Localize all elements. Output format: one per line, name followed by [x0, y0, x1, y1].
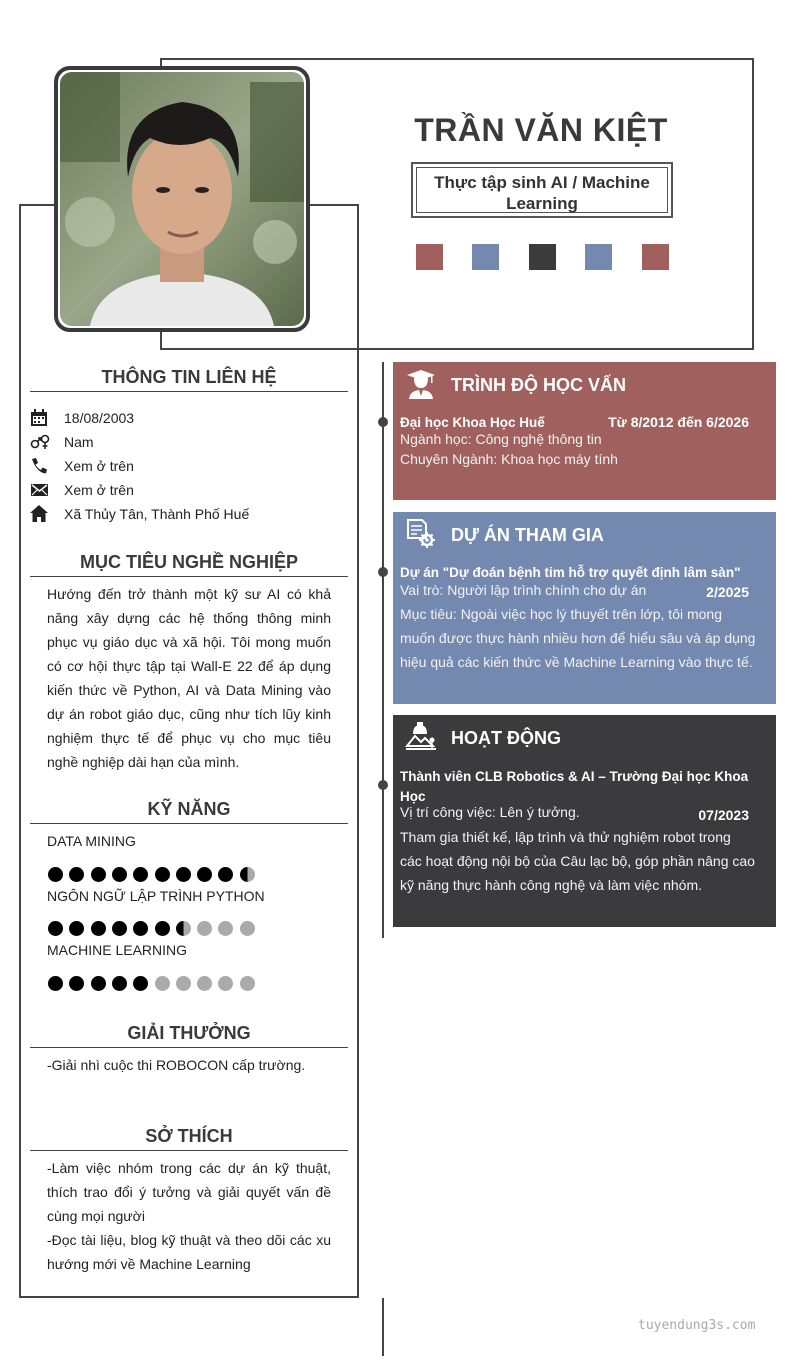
color-swatch	[529, 244, 556, 270]
skill-dot	[197, 867, 212, 882]
timeline-dot	[378, 567, 388, 577]
contact-address	[30, 504, 350, 526]
education-major: Ngành học: Công nghệ thông tin	[400, 431, 602, 447]
contact-text: Xem ở trên	[64, 458, 134, 474]
email-icon	[30, 481, 50, 499]
timeline-dot	[378, 780, 388, 790]
skill-dot	[240, 921, 255, 936]
contact-rule	[30, 391, 348, 392]
skill-name: NGÔN NGỮ LẬP TRÌNH PYTHON	[47, 888, 265, 904]
skill-dot	[197, 921, 212, 936]
project-icon	[405, 518, 437, 550]
contact-birthdate	[30, 408, 350, 430]
project-goal: Mục tiêu: Ngoài việc học lý thuyết trên lớp, tôi mong muốn được thực hành nhiều hơn để hiểu sâu và áp dụng hiệu quả các kiến thức về Machine Learning vào thực tế.	[400, 606, 756, 670]
contact-heading: THÔNG TIN LIÊN HỆ	[101, 367, 277, 387]
activities-card	[393, 715, 776, 927]
skill-dot	[112, 867, 127, 882]
color-swatch	[585, 244, 612, 270]
contact-email	[30, 480, 350, 502]
education-heading: TRÌNH ĐỘ HỌC VẤN	[451, 375, 626, 395]
activity-icon	[405, 720, 437, 752]
graduate-icon	[405, 368, 437, 400]
skill-dot	[155, 921, 170, 936]
objective-rule	[30, 576, 348, 577]
portrait-image	[60, 72, 304, 326]
awards-heading: GIẢI THƯỞNG	[127, 1023, 251, 1043]
awards-text: -Giải nhì cuộc thi ROBOCON cấp trường.	[47, 1057, 306, 1073]
contact-text: 18/08/2003	[64, 410, 135, 426]
color-swatch	[642, 244, 669, 270]
activity-name: Thành viên CLB Robotics & AI – Trường Đại học Khoa Học	[400, 769, 749, 804]
activity-date: 07/2023	[698, 807, 749, 823]
gender-icon	[30, 433, 50, 451]
activity-position: Vị trí công việc: Lên ý tưởng.	[400, 804, 580, 820]
skill-dot	[48, 976, 63, 991]
candidate-name: TRẦN VĂN KIỆT	[414, 112, 668, 148]
school-name: Đại học Khoa Học Huế	[400, 415, 545, 430]
profile-photo	[54, 66, 310, 332]
skill-dot	[176, 976, 191, 991]
hobby-item: -Làm việc nhóm trong các dự án kỹ thuật, thích trao đổi ý tưởng và giải quyết vấn đề cùng mọi người	[47, 1160, 331, 1224]
skills-heading: KỸ NĂNG	[147, 799, 231, 819]
skill-dot	[91, 867, 106, 882]
skill-dot	[197, 976, 212, 991]
education-card	[393, 362, 776, 500]
skill-dot	[48, 921, 63, 936]
timeline-line	[382, 362, 384, 938]
color-swatch	[472, 244, 499, 270]
skill-dot	[155, 867, 170, 882]
hobbies-heading: SỞ THÍCH	[145, 1126, 233, 1146]
project-name: Dự án "Dự đoán bệnh tim hỗ trợ quyết định lâm sàn"	[400, 565, 741, 580]
projects-card	[393, 512, 776, 704]
awards-rule	[30, 1047, 348, 1048]
education-period: Từ 8/2012 đến 6/2026	[608, 414, 749, 430]
skill-dot	[91, 976, 106, 991]
hobbies-rule	[30, 1150, 348, 1151]
skill-dot	[240, 976, 255, 991]
timeline-dot	[378, 417, 388, 427]
calendar-icon	[30, 409, 50, 427]
skill-dot	[112, 921, 127, 936]
job-title-box	[411, 162, 673, 218]
skills-rule	[30, 823, 348, 824]
objective-heading: MỤC TIÊU NGHỀ NGHIỆP	[79, 552, 298, 572]
watermark: tuyendung3s.com	[638, 1318, 756, 1333]
job-title: Thực tập sinh AI / Machine Learning	[434, 173, 650, 213]
hobby-item: -Đọc tài liệu, blog kỹ thuật và theo dõi các xu hướng mới về Machine Learning	[47, 1232, 331, 1272]
phone-icon	[30, 457, 50, 475]
skill-dot	[112, 976, 127, 991]
skill-dot	[48, 867, 63, 882]
color-swatch	[416, 244, 443, 270]
activity-description: Tham gia thiết kế, lập trình và thử nghiệm robot trong các hoạt động nội bộ của Câu lạc bộ, góp phần nâng cao kỹ năng thực hành công nghệ và làm việc nhóm.	[400, 829, 755, 893]
contact-text: Xã Thủy Tân, Thành Phố Huế	[64, 506, 250, 522]
skill-name: MACHINE LEARNING	[47, 942, 188, 958]
activities-heading: HOẠT ĐỘNG	[451, 728, 561, 748]
skill-name: DATA MINING	[47, 833, 136, 849]
skill-dot	[176, 867, 191, 882]
contact-gender	[30, 432, 350, 454]
timeline-line-bottom	[382, 1298, 384, 1356]
project-date: 2/2025	[706, 584, 749, 600]
projects-heading: DỰ ÁN THAM GIA	[451, 525, 604, 545]
home-icon	[30, 505, 50, 523]
education-specialization: Chuyên Ngành: Khoa học máy tính	[400, 451, 618, 467]
objective-text: Hướng đến trở thành một kỹ sư AI có khả năng xây dựng các hệ thống thông minh phục vụ giáo dục và xã hội. Tôi mong muốn có cơ hội thực tập tại Wall-E 22 để áp dụng kiến thức về Python, AI và Data Mining vào dự án robot giáo dục, cũng như tích lũy kinh nghiệm thực tế để phục vụ cho mục tiêu nghề nghiệp dài hạn của mình.	[47, 586, 331, 770]
contact-text: Nam	[64, 434, 94, 450]
project-role: Vai trò: Người lập trình chính cho dự án	[400, 582, 647, 598]
contact-phone	[30, 456, 350, 478]
skill-dot	[155, 976, 170, 991]
contact-text: Xem ở trên	[64, 482, 134, 498]
skill-dot	[176, 921, 191, 936]
skill-dot	[91, 921, 106, 936]
skill-dot	[240, 867, 255, 882]
